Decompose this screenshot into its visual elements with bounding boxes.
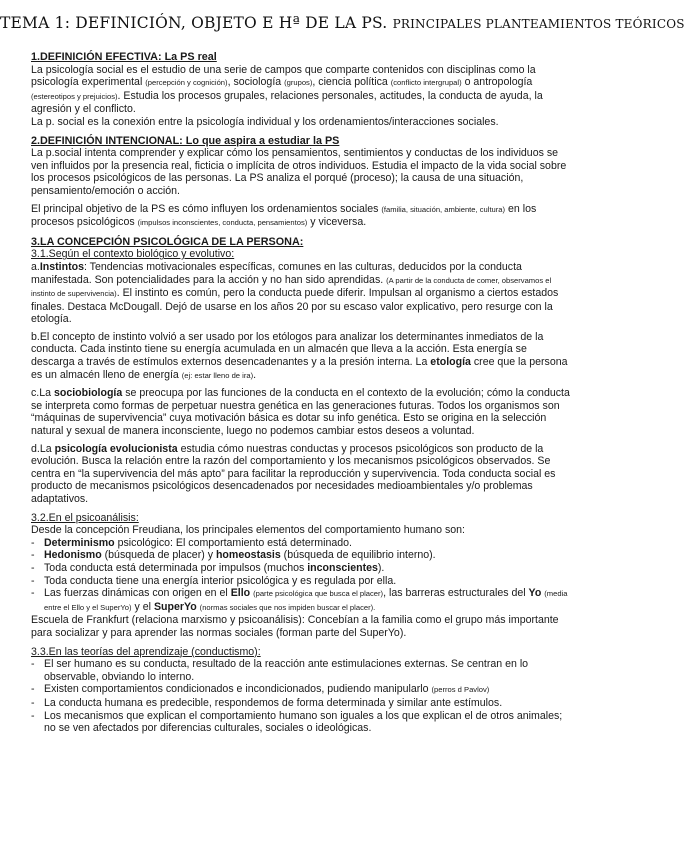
subsection-heading-3-2: 3.2.En el psicoanálisis: — [31, 511, 139, 524]
list-item: - Determinismo psicológico: El comportamiento está determinado. — [31, 536, 352, 549]
paragraph-d: d.La psicología evolucionista estudia cómo nuestras conductas y procesos psicológicos son producto de la evolución. Busca la relación entre la razón del comportamiento y los mecanismos psicológicos observados. Se centra en “la supervivencia del más apto” para facilitar la reproducción y supervivencia. Toda conducta social es producto de mecanismos psicológicos desencadenados por necesidades medioambientales y/o problemas adaptativos. — [31, 442, 556, 505]
paragraph: La p. social es la conexión entre la psicología individual y los ordenamientos/interacciones sociales. — [31, 115, 499, 128]
paragraph: La psicología social es el estudio de una serie de campos que comparte contenidos con disciplinas como la psicología experimental (percepción y cognición), sociología (grupos), ciencia política (conflicto intergrupal) o antropología (estereotipos y prejuicios). Estudia los procesos grupales, relaciones personales, actitudes, la conducta de ayuda, la agresión y el conflicto. — [31, 63, 543, 116]
list-item: - La conducta humana es predecible, respondemos de forma determinada y similar ante estímulos. — [31, 696, 503, 709]
list-item: - Toda conducta está determinada por impulsos (muchos inconscientes). — [31, 561, 385, 574]
subsection-heading-3-1: 3.1.Según el contexto biológico y evolutivo: — [31, 248, 235, 261]
section-heading-2: 2.DEFINICIÓN INTENCIONAL: Lo que aspira a estudiar la PS — [31, 134, 340, 147]
title-main: TEMA 1: DEFINICIÓN, OBJETO E Hª DE LA PS. — [0, 14, 388, 32]
subsection-heading-3-3: 3.3.En las teorías del aprendizaje (conductismo): — [31, 645, 261, 658]
paragraph-c: c.La sociobiología se preocupa por las funciones de la conducta en el contexto de la evolución; cómo la conducta se interpreta como formas de perpetuar nuestra genética en las generaciones futuras. Todos los organismos son “máquinas de supervivencia” cuya motivación básica es dotar su info genética. Esto se origina en la selección natural y sexual de manera inconsciente, luego no podemos cambiar estos deseos a voluntad. — [31, 387, 570, 438]
list-item: - Los mecanismos que explican el comportamiento humano son iguales a los que explican el de otros animales; no se ven afectados por diferencias culturales, sociales o ideológicas. — [31, 709, 563, 735]
list-item: - El ser humano es su conducta, resultado de la reacción ante estimulaciones externas. Se centran en lo observable, obviando lo interno. — [31, 658, 529, 683]
list-item: - Hedonismo (búsqueda de placer) y homeostasis (búsqueda de equilibrio interno). — [31, 549, 436, 562]
behaviorism-list — [31, 658, 571, 735]
paragraph: El principal objetivo de la PS es cómo influyen los ordenamientos sociales (familia, situación, ambiente, cultura) en los procesos psicológicos (impulsos inconscientes, conducta, pensamientos) y viceversa. — [31, 202, 537, 229]
page-title — [0, 14, 685, 32]
section-heading-1: 1.DEFINICIÓN EFECTIVA: La PS real — [31, 51, 217, 63]
paragraph: Escuela de Frankfurt (relaciona marxismo y psicoanálisis): Concebían a la familia como el grupo más importante para socializar y para aprender las normas sociales (forman parte del SuperYo). — [31, 614, 559, 639]
section-heading-3: 3.LA CONCEPCIÓN PSICOLÓGICA DE LA PERSONA: — [31, 235, 304, 248]
list-item: - Las fuerzas dinámicas con origen en el Ello (parte psicológica que busca el placer), las barreras estructurales del Yo (media entre el Ello y el SuperYo) y el SuperYo (normas sociales que nos impiden buscar el placer). — [31, 587, 568, 613]
paragraph-a: a.Instintos: Tendencias motivacionales específicas, comunes en las culturas, deducidos por la conducta manifestada. Son potencialidades para la acción y no han sido aprendidas. (A partir de la conducta de comer, observamos el instinto de supervivencia). El instinto es común, pero la conducta puede diferir. Impulsan al organismo a ciertos estados finales. Destaca McDougall. Dejó de usarse en los años 20 por su escaso valor explicativo, pero resurge con la etología. — [31, 260, 559, 326]
psychoanalysis-list — [31, 537, 571, 615]
list-item: - Existen comportamientos condicionados e incondicionados, pudiendo manipularlo (perros d Pavlov) — [31, 683, 490, 696]
list-item: - Toda conducta tiene una energía interior psicológica y es regulada por ella. — [31, 574, 397, 587]
paragraph-b: b.El concepto de instinto volvió a ser usado por los etólogos para analizar los determinantes inmediatos de la conducta. Cada instinto tiene su energía acumulada en un almacén que lleva a la acción. Esta energía se descarga a través de estímulos externos desencadenantes y a la presión interna. La etología cree que la persona es un almacén lleno de energía (ej: estar lleno de ira). — [31, 330, 568, 381]
paragraph: La p.social intenta comprender y explicar cómo los pensamientos, sentimientos y conductas de los individuos se ven influidos por la presencia real, ficticia o implícita de otros individuos. Estudia el impacto de la vida social sobre los procesos psicológicos de las personas. La PS analiza el porqué (proceso); la causa de una situación, pensamiento/emoción o acción. — [31, 147, 567, 197]
document-body — [31, 51, 571, 735]
title-subtitle: PRINCIPALES PLANTEAMIENTOS TEÓRICOS — [392, 17, 685, 31]
paragraph: Desde la concepción Freudiana, los principales elementos del comportamiento humano son: — [31, 524, 466, 537]
